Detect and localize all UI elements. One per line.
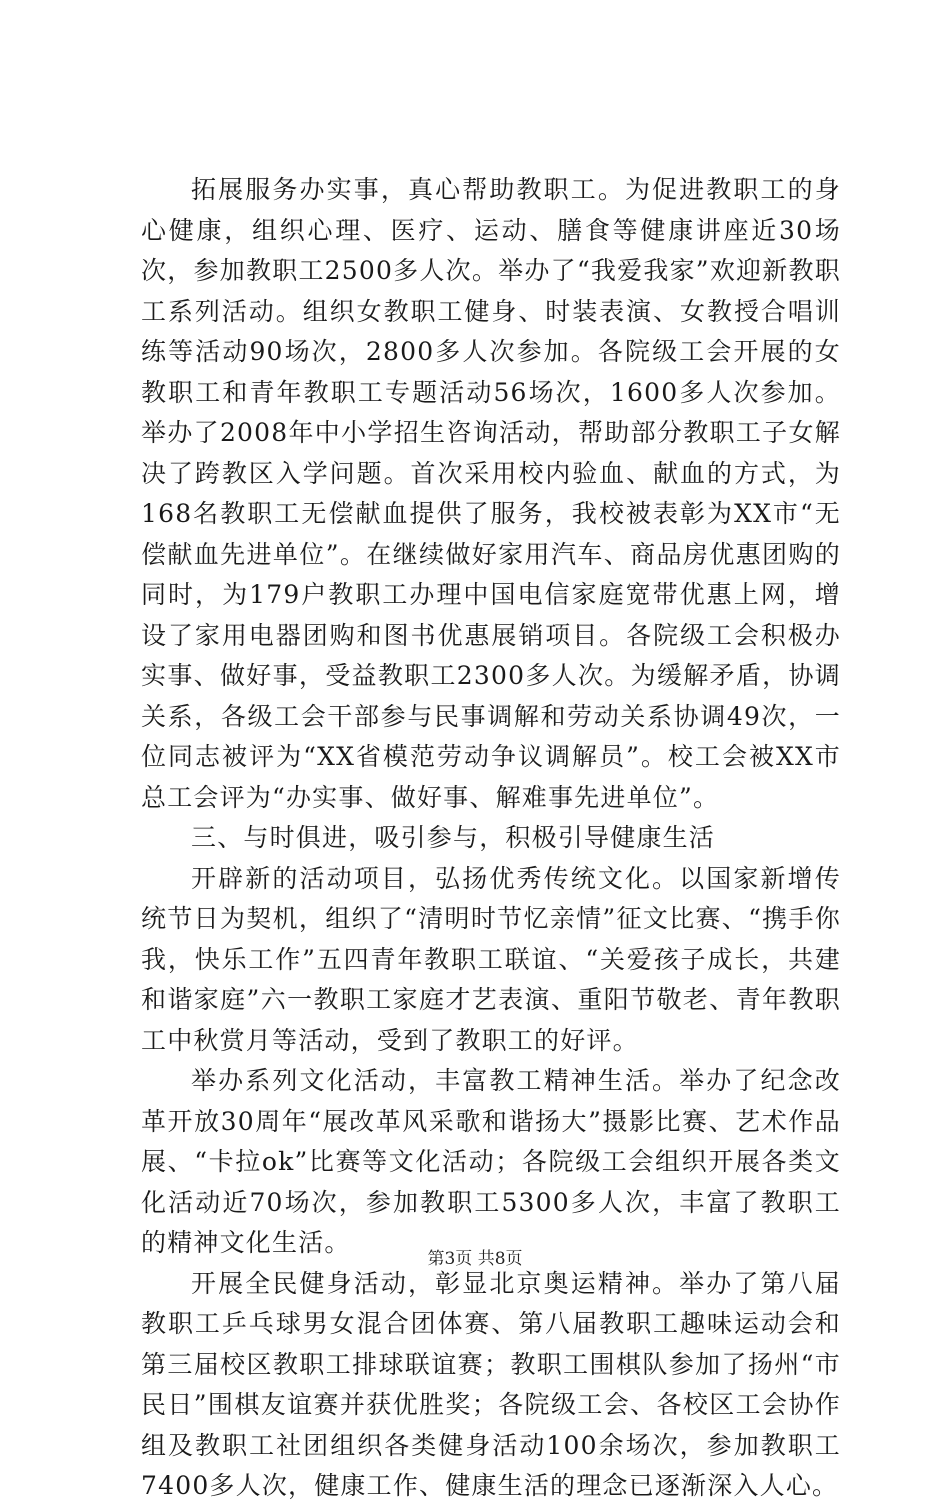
section-heading-three: 三、与时俱进，吸引参与，积极引导健康生活 xyxy=(191,823,716,852)
paragraph-traditional-culture: 开辟新的活动项目，弘扬优秀传统文化。以国家新增传统节日为契机，组织了“清明时节忆亲情”征文比赛、“携手你我，快乐工作”五四青年教职工联谊、“关爱孩子成长，共建和谐家庭”六一教职工家庭才艺表演、重阳节敬老、青年教职工中秋赏月等活动，受到了教职工的好评。 xyxy=(141,863,841,1055)
page-number-footer: 第3页 共8页 xyxy=(427,1249,523,1269)
paragraph-cultural-activities: 举办系列文化活动，丰富教工精神生活。举办了纪念改革开放30周年“展改革风采歌和谐扬大”摄影比赛、艺术作品展、“卡拉ok”比赛等文化活动；各院级工会组织开展各类文化活动近70场次，参加教职工5300多人次，丰富了教职工的精神文化生活。 xyxy=(141,1066,841,1257)
body-text xyxy=(141,170,841,1507)
paragraph-service: 拓展服务办实事，真心帮助教职工。为促进教职工的身心健康，组织心理、医疗、运动、膳食等健康讲座近30场次，参加教职工2500多人次。举办了“我爱我家”欢迎新教职工系列活动。组织女教职工健身、时装表演、女教授合唱训练等活动90场次，2800多人次参加。各院级工会开展的女教职工和青年教职工专题活动56场次，1600多人次参加。举办了2008年中小学招生咨询活动，帮助部分教职工子女解决了跨教区入学问题。首次采用校内验血、献血的方式，为168名教职工无偿献血提供了服务，我校被表彰为XX市“无偿献血先进单位”。在继续做好家用汽车、商品房优惠团购的同时，为179户教职工办理中国电信家庭宽带优惠上网，增设了家用电器团购和图书优惠展销项目。各院级工会积极办实事、做好事，受益教职工2300多人次。为缓解矛盾，协调关系，各级工会干部参与民事调解和劳动关系协调49次，一位同志被评为“XX省模范劳动争议调解员”。校工会被XX市总工会评为“办实事、做好事、解难事先进单位”。 xyxy=(141,175,841,812)
paragraph-fitness: 开展全民健身活动，彰显北京奥运精神。举办了第八届教职工乒乓球男女混合团体赛、第八届教职工趣味运动会和第三届校区教职工排球联谊赛；教职工围棋队参加了扬州“市民日”围棋友谊赛并获优胜奖；各院级工会、各校区工会协作组及教职工社团组织各类健身活动100余场次，参加教职工7400多人次，健康工作、健康生活的理念已逐渐深入人心。 xyxy=(141,1268,841,1500)
